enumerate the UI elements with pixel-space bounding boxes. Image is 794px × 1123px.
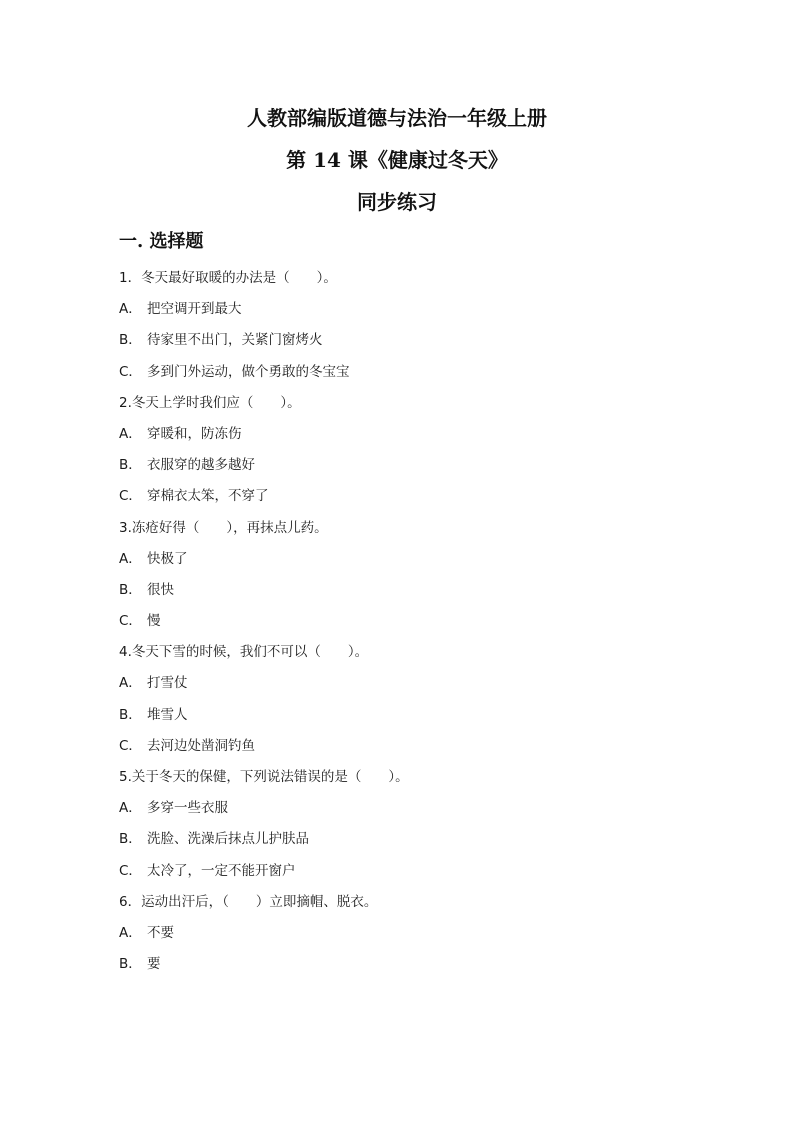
document-title: 人教部编版道德与法治一年级上册 bbox=[247, 106, 547, 130]
option-letter: A． bbox=[119, 675, 142, 692]
option-text: 很快 bbox=[147, 581, 174, 598]
option-letter: A． bbox=[119, 924, 142, 941]
option-letter: A． bbox=[119, 550, 142, 567]
option-text: 不要 bbox=[147, 924, 174, 941]
lesson-title: 第 14 课《健康过冬天》 bbox=[286, 148, 508, 172]
option-letter: B． bbox=[119, 956, 142, 973]
option-text: 去河边处凿洞钓鱼 bbox=[147, 737, 255, 754]
option-letter: A． bbox=[119, 425, 142, 442]
option-text: 要 bbox=[147, 956, 161, 973]
answer-option bbox=[119, 734, 679, 765]
option-text: 打雪仗 bbox=[147, 675, 188, 692]
option-text: 穿暖和，防冻伤 bbox=[147, 425, 242, 442]
answer-option bbox=[119, 547, 679, 578]
question-stem: 5.关于冬天的保健，下列说法错误的是（ ）。 bbox=[119, 769, 409, 785]
answer-option bbox=[119, 453, 679, 484]
option-letter: C． bbox=[119, 488, 142, 505]
option-letter: B． bbox=[119, 457, 142, 474]
question-stem: 4.冬天下雪的时候，我们不可以（ ）。 bbox=[119, 644, 369, 661]
answer-option bbox=[119, 671, 679, 702]
option-text: 待家里不出门，关紧门窗烤火 bbox=[147, 332, 323, 349]
option-text: 多到门外运动，做个勇敢的冬宝宝 bbox=[147, 363, 350, 380]
option-letter: C． bbox=[119, 737, 142, 754]
option-letter: A． bbox=[119, 301, 142, 318]
option-letter: C． bbox=[119, 862, 142, 879]
option-letter: C． bbox=[119, 363, 142, 380]
option-text: 把空调开到最大 bbox=[147, 301, 242, 318]
answer-option bbox=[119, 297, 679, 328]
option-text: 衣服穿的越多越好 bbox=[147, 457, 255, 474]
option-text: 洗脸、洗澡后抹点儿护肤品 bbox=[147, 831, 309, 848]
answer-option bbox=[119, 921, 679, 952]
option-letter: B． bbox=[119, 332, 142, 349]
option-text: 多穿一些衣服 bbox=[147, 800, 228, 817]
option-text: 堆雪人 bbox=[147, 706, 188, 723]
answer-option bbox=[119, 952, 679, 983]
exercise-subtitle: 同步练习 bbox=[357, 190, 437, 214]
answer-option bbox=[119, 859, 679, 890]
option-text: 穿棉衣太笨，不穿了 bbox=[147, 488, 269, 505]
answer-option bbox=[119, 827, 679, 858]
answer-option bbox=[119, 703, 679, 734]
option-letter: A． bbox=[119, 800, 142, 817]
option-letter: B． bbox=[119, 706, 142, 723]
question-stem: 6．运动出汗后，（ ）立即摘帽、脱衣。 bbox=[119, 893, 378, 910]
option-text: 快极了 bbox=[147, 550, 188, 567]
answer-option bbox=[119, 609, 679, 640]
answer-option bbox=[119, 328, 679, 359]
answer-option bbox=[119, 578, 679, 609]
answer-option bbox=[119, 484, 679, 515]
question-stem: 1．冬天最好取暖的办法是（ ）。 bbox=[119, 270, 337, 286]
option-letter: B． bbox=[119, 581, 142, 598]
option-text: 慢 bbox=[147, 613, 161, 630]
section-heading-multiple-choice: 一. 选择题 bbox=[119, 231, 204, 252]
question-stem: 3.冻疮好得（ ），再抹点儿药。 bbox=[119, 519, 328, 536]
answer-option bbox=[119, 360, 679, 391]
answer-option bbox=[119, 796, 679, 827]
option-letter: C． bbox=[119, 613, 142, 630]
answer-option bbox=[119, 422, 679, 453]
option-letter: B． bbox=[119, 831, 142, 848]
question-list bbox=[119, 266, 679, 983]
option-text: 太冷了，一定不能开窗户 bbox=[147, 862, 296, 879]
question-stem: 2.冬天上学时我们应（ ）。 bbox=[119, 394, 301, 411]
